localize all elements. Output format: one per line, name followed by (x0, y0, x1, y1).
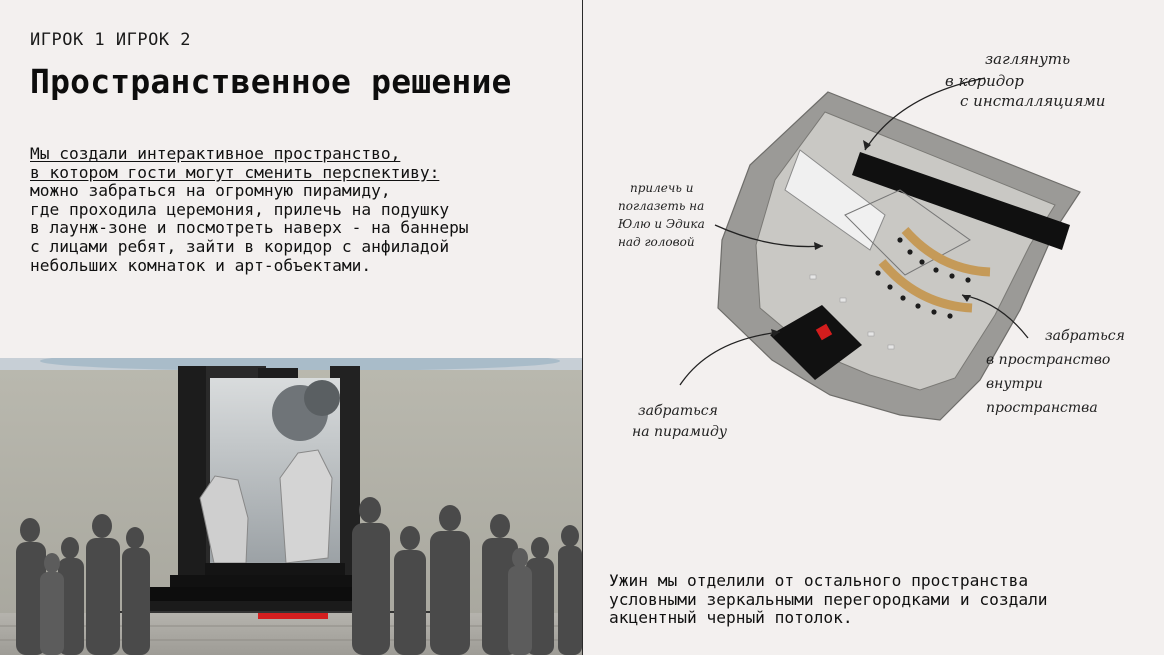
note-lounge: прилечь и поглазеть на Юлю и Эдика над головой (618, 181, 705, 249)
intro-line: можно забраться на огромную пирамиду, (30, 181, 391, 201)
project-kicker: ИГРОК 1 ИГРОК 2 (30, 30, 192, 50)
intro-paragraph (30, 145, 570, 275)
intro-line: где проходила церемония, прилечь на подушку (30, 199, 450, 219)
intro-line: в котором гости могут сменить перспективу: (30, 162, 440, 182)
intro-line: небольших комнаток и арт-объектами. (30, 255, 372, 275)
caption-line: Ужин мы отделили от остального пространства (609, 571, 1029, 590)
intro-line: с лицами ребят, зайти в коридор с анфиладой (30, 236, 450, 256)
note-inside: забраться в пространство внутри пространства (986, 328, 1125, 416)
note-corridor: заглянуть в коридор с инсталляциями (945, 50, 1106, 110)
intro-line: в лаунж-зоне и посмотреть наверх - на баннеры (30, 218, 469, 238)
dinner-caption (609, 572, 1129, 628)
caption-line: акцентный черный потолок. (609, 608, 853, 628)
intro-line: Мы создали интерактивное пространство, (30, 144, 401, 163)
column-divider (582, 0, 583, 655)
page-title: Пространственное решение (30, 62, 512, 101)
axonometric-plan-diagram (600, 40, 1140, 460)
caption-line: условными зеркальными перегородками и создали (609, 589, 1048, 609)
stage-render-image (0, 358, 582, 655)
note-pyramid: забраться на пирамиду (632, 403, 727, 440)
